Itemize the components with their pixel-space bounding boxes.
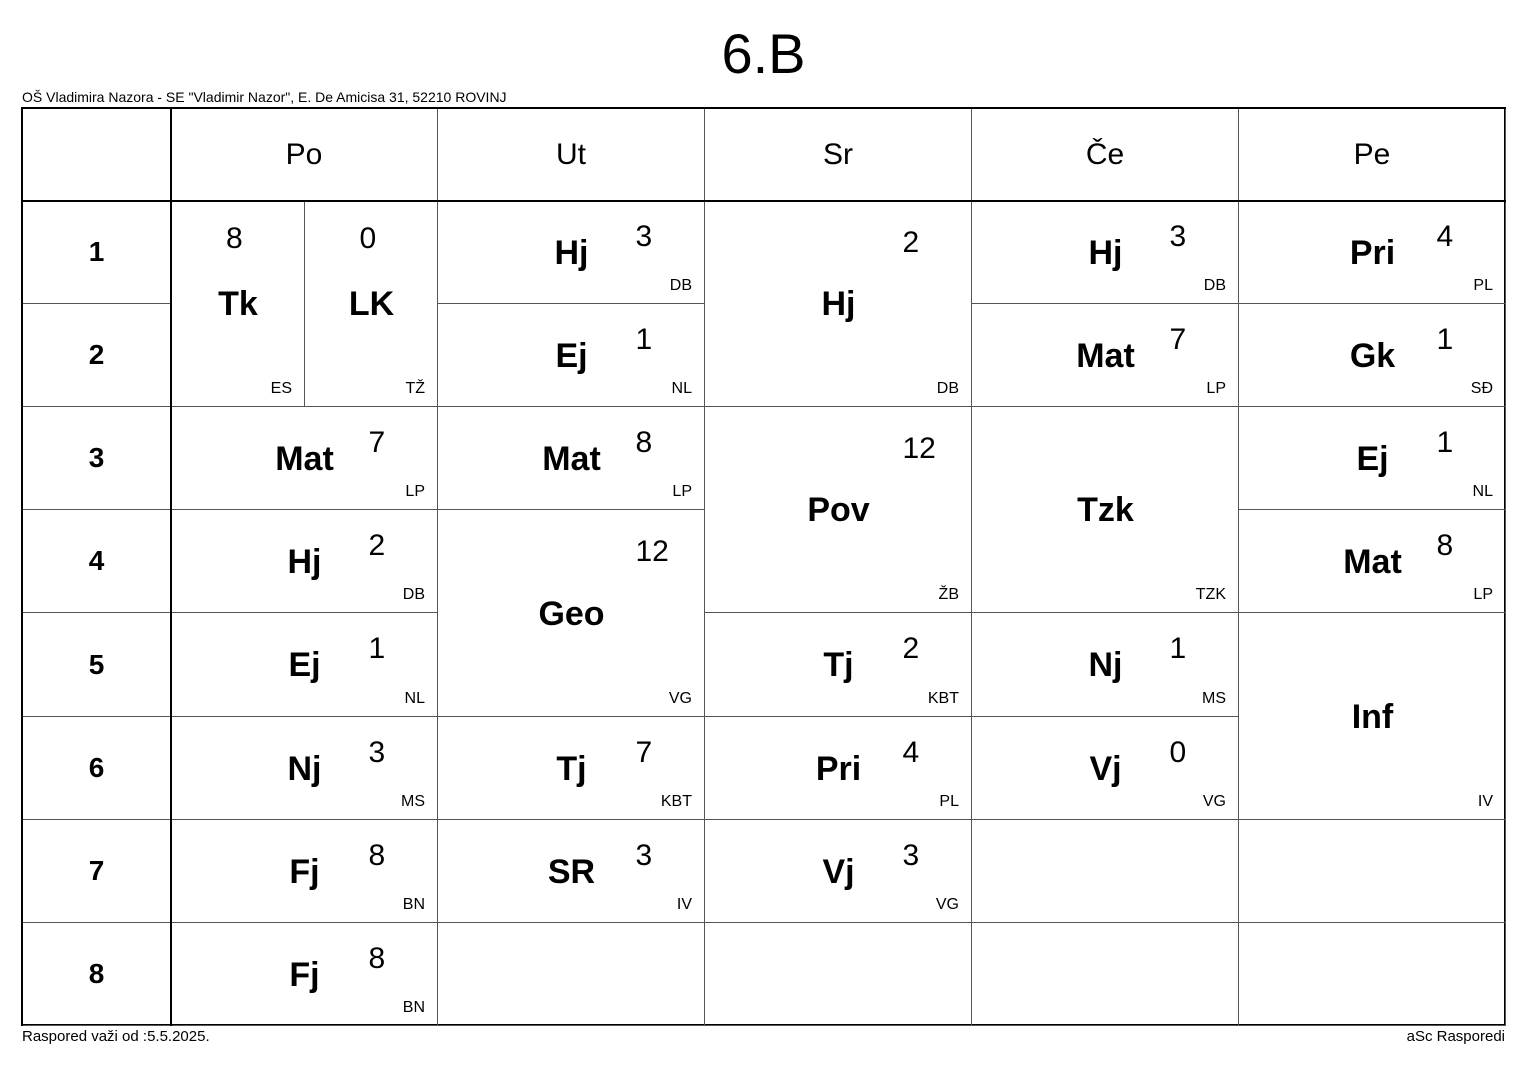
lesson-teacher: SĐ: [1470, 380, 1493, 397]
lesson-subject: Gk: [1349, 336, 1396, 375]
lesson-room: 2: [368, 529, 386, 562]
lesson-teacher: LP: [1473, 586, 1493, 603]
empty-slot: [972, 820, 1239, 923]
lesson-cell: [705, 717, 972, 820]
lesson-room: 3: [1169, 220, 1187, 253]
lesson-teacher: LP: [1206, 380, 1226, 397]
lesson-room: 1: [1436, 323, 1454, 356]
lesson-teacher: DB: [936, 380, 959, 397]
lesson-cell: [972, 201, 1239, 304]
lesson-subject: Hj: [554, 233, 589, 272]
lesson-cell: [305, 201, 438, 407]
lesson-cell: [705, 407, 972, 613]
period-label-2: 2: [23, 304, 171, 407]
day-header-5: Pe: [1239, 109, 1506, 201]
lesson-cell: [171, 820, 438, 923]
day-header-1: Po: [171, 109, 438, 201]
lesson-teacher: PL: [1473, 277, 1493, 294]
lesson-cell: [438, 304, 705, 407]
lesson-subject: Tzk: [1077, 491, 1134, 529]
day-header-2: Ut: [438, 109, 705, 201]
lesson-cell: [972, 717, 1239, 820]
period-label-6: 6: [23, 717, 171, 820]
lesson-subject: Geo: [538, 594, 605, 633]
lesson-teacher: MS: [1202, 690, 1226, 707]
period-label-4: 4: [23, 510, 171, 613]
lesson-cell: [972, 304, 1239, 407]
lesson-room: 4: [902, 736, 920, 769]
lesson-teacher: BN: [402, 896, 425, 913]
lesson-room: 0: [1169, 736, 1187, 769]
lesson-teacher: KBT: [660, 793, 692, 810]
lesson-room: 4: [1436, 220, 1454, 253]
lesson-teacher: DB: [669, 277, 692, 294]
lesson-teacher: VG: [935, 896, 959, 913]
empty-slot: [705, 923, 972, 1026]
timetable-grid: [21, 107, 1506, 1026]
lesson-cell: [1239, 407, 1506, 510]
lesson-teacher: DB: [402, 586, 425, 603]
lesson-cell: [1239, 510, 1506, 613]
lesson-room: 1: [368, 632, 386, 665]
lesson-teacher: BN: [402, 999, 425, 1016]
lesson-room: 3: [902, 839, 920, 872]
lesson-cell: [171, 407, 438, 510]
header-divider: [23, 200, 1506, 202]
lesson-subject: Inf: [1351, 697, 1394, 736]
page-title: 6.B: [721, 22, 806, 85]
lesson-room: 12: [902, 432, 936, 465]
lesson-teacher: ES: [270, 380, 292, 397]
lesson-room: 12: [635, 535, 669, 568]
valid-from-note: Raspored važi od :5.5.2025.: [22, 1028, 210, 1045]
lesson-subject: LK: [348, 285, 395, 323]
school-name: OŠ Vladimira Nazora - SE "Vladimir Nazor", E. De Amicisa 31, 52210 ROVINJ: [22, 89, 507, 105]
lesson-cell: [705, 820, 972, 923]
lesson-cell: [705, 201, 972, 407]
lesson-room: 8: [368, 942, 386, 975]
period-label-8: 8: [23, 923, 171, 1026]
lesson-teacher: NL: [404, 690, 425, 707]
lesson-subject: Vj: [1089, 749, 1122, 788]
lesson-subject: Hj: [287, 542, 322, 581]
lesson-teacher: IV: [1477, 793, 1493, 810]
lesson-teacher: LP: [672, 483, 692, 500]
lesson-teacher: DB: [1203, 277, 1226, 294]
lesson-subject: Ej: [1356, 439, 1389, 478]
lesson-cell: [171, 923, 438, 1026]
lesson-room: 3: [635, 839, 653, 872]
lesson-room: 7: [1169, 323, 1187, 356]
lesson-cell: [705, 613, 972, 717]
lesson-subject: Ej: [555, 336, 588, 375]
header-corner: [23, 109, 171, 201]
lesson-teacher: MS: [401, 793, 425, 810]
lesson-room: 8: [635, 426, 653, 459]
empty-slot: [972, 923, 1239, 1026]
lesson-room: 1: [1436, 426, 1454, 459]
lesson-subject: Pri: [815, 749, 862, 788]
lesson-cell: [438, 820, 705, 923]
lesson-cell: [438, 510, 705, 717]
lesson-room: 8: [1436, 529, 1454, 562]
day-header-4: Če: [972, 109, 1239, 201]
lesson-subject: Mat: [542, 439, 601, 478]
lesson-room: 1: [635, 323, 653, 356]
lesson-teacher: TŽ: [405, 380, 425, 397]
day-header-3: Sr: [705, 109, 972, 201]
lesson-subject: Mat: [1343, 542, 1402, 581]
period-label-5: 5: [23, 613, 171, 717]
lesson-cell: [171, 510, 438, 613]
lesson-room: 7: [635, 736, 653, 769]
lesson-cell: [1239, 201, 1506, 304]
lesson-subject: Hj: [821, 285, 856, 323]
lesson-room: 1: [1169, 632, 1187, 665]
empty-slot: [1239, 923, 1506, 1026]
lesson-subject: Mat: [275, 439, 334, 478]
lesson-cell: [1239, 304, 1506, 407]
software-credit: aSc Rasporedi: [1406, 1028, 1505, 1045]
period-label-7: 7: [23, 820, 171, 923]
lesson-subject: Tk: [218, 285, 258, 323]
period-column-divider: [170, 109, 172, 1026]
lesson-room: 8: [368, 839, 386, 872]
lesson-subject: Mat: [1076, 336, 1135, 375]
lesson-cell: [438, 717, 705, 820]
lesson-cell: [171, 613, 438, 717]
lesson-cell: [1239, 613, 1506, 820]
lesson-teacher: VG: [668, 690, 692, 707]
lesson-subject: Tj: [556, 749, 587, 788]
lesson-subject: Ej: [288, 646, 321, 684]
lesson-room: 3: [635, 220, 653, 253]
lesson-room: 3: [368, 736, 386, 769]
lesson-teacher: TZK: [1195, 586, 1226, 603]
lesson-subject: Nj: [287, 749, 322, 788]
lesson-teacher: PL: [939, 793, 959, 810]
lesson-cell: [171, 717, 438, 820]
lesson-cell: [972, 613, 1239, 717]
lesson-teacher: LP: [405, 483, 425, 500]
empty-slot: [1239, 820, 1506, 923]
lesson-room: 2: [902, 632, 920, 665]
lesson-subject: Fj: [289, 955, 320, 994]
lesson-subject: Hj: [1088, 233, 1123, 272]
lesson-teacher: IV: [676, 896, 692, 913]
lesson-cell: [438, 407, 705, 510]
lesson-subject: Tj: [823, 646, 854, 684]
lesson-cell: [171, 201, 305, 407]
lesson-room: 7: [368, 426, 386, 459]
lesson-cell: [972, 407, 1239, 613]
lesson-subject: Pri: [1349, 233, 1396, 272]
lesson-cell: [438, 201, 705, 304]
period-label-1: 1: [23, 201, 171, 304]
lesson-subject: Pov: [807, 491, 870, 529]
lesson-teacher: ŽB: [938, 586, 959, 603]
lesson-teacher: NL: [671, 380, 692, 397]
lesson-teacher: KBT: [927, 690, 959, 707]
period-label-3: 3: [23, 407, 171, 510]
lesson-subject: SR: [547, 852, 596, 891]
lesson-subject: Fj: [289, 852, 320, 891]
lesson-teacher: VG: [1202, 793, 1226, 810]
lesson-room: 8: [226, 222, 243, 255]
lesson-room: 2: [902, 226, 920, 259]
lesson-teacher: NL: [1472, 483, 1493, 500]
lesson-subject: Nj: [1088, 646, 1123, 684]
lesson-room: 0: [359, 222, 377, 255]
empty-slot: [438, 923, 705, 1026]
lesson-subject: Vj: [822, 852, 855, 891]
